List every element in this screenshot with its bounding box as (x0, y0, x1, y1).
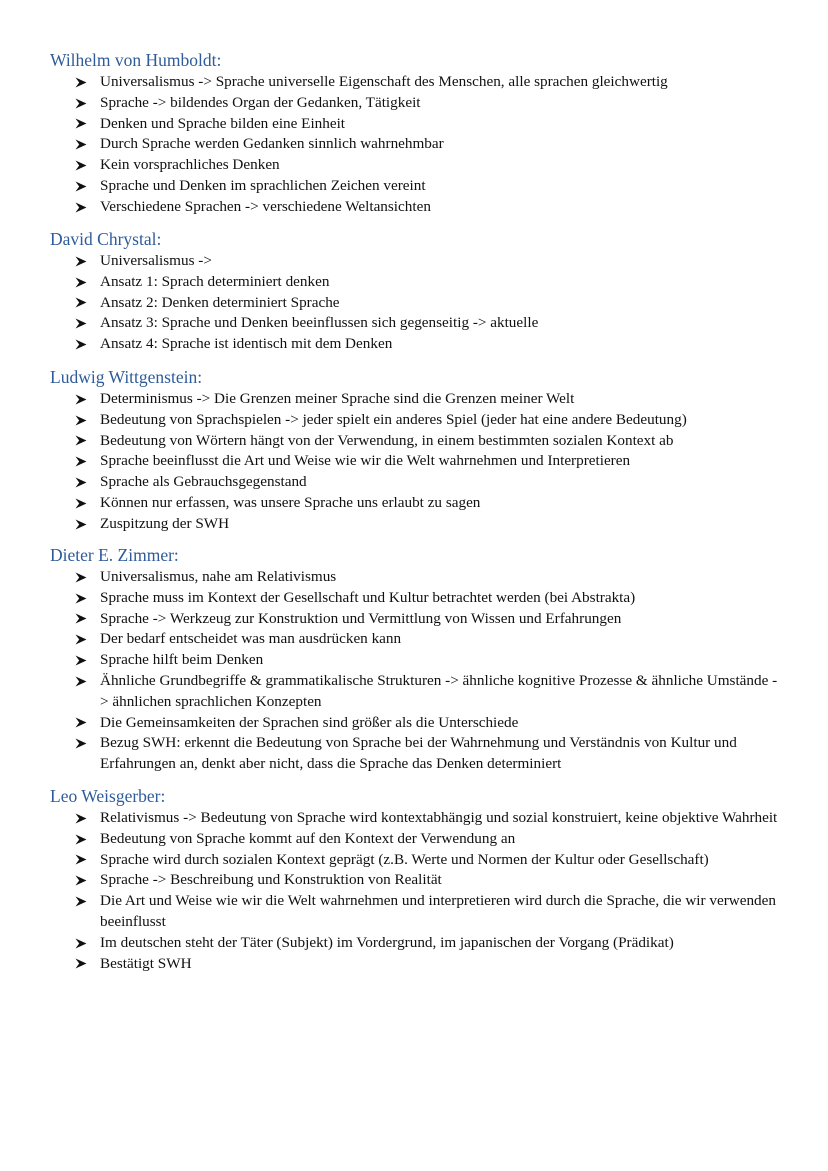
list-item (0, 155, 828, 176)
list-item (0, 588, 828, 609)
list-item (0, 629, 828, 650)
list-item-text: Universalismus -> (100, 252, 212, 269)
list-item-text: Bedeutung von Wörtern hängt von der Verwendung, in einem bestimmten sozialen Kontext ab (100, 431, 674, 449)
list-item (0, 514, 828, 535)
list-item-text: Zuspitzung der SWH (100, 514, 230, 532)
bullet-list (0, 389, 828, 535)
arrowhead-bullet-icon (75, 829, 91, 850)
list-item (0, 431, 828, 452)
list-item-text: Bedeutung von Sprachspielen -> jeder spielt ein anderes Spiel (jeder hat eine andere Bedeutung) (100, 410, 687, 428)
list-item-text: Die Art und Weise wie wir die Welt wahrnehmen und interpretieren wird durch die Sprache, die wir verwenden beeinflusst (100, 892, 776, 930)
list-item-text: Verschiedene Sprachen -> verschiedene Weltansichten (100, 197, 431, 215)
list-item (0, 954, 828, 975)
list-item-text: Sprache wird durch sozialen Kontext geprägt (z.B. Werte und Normen der Kultur oder Gesellschaft) (100, 850, 709, 868)
section-heading: Dieter E. Zimmer: (50, 545, 179, 565)
arrowhead-bullet-icon (75, 567, 91, 588)
list-item (0, 733, 828, 775)
arrowhead-bullet-icon (75, 650, 91, 671)
arrowhead-bullet-icon (75, 472, 91, 493)
list-item (0, 272, 828, 293)
list-item (0, 176, 828, 197)
list-item-text: Ähnliche Grundbegriffe & grammatikalische Strukturen -> ähnliche kognitive Prozesse & ähnliche Umstände -> ähnlichen sprachlichen Konzepten (100, 671, 778, 710)
list-item (0, 493, 828, 514)
list-item (0, 713, 828, 734)
list-item (0, 451, 828, 472)
list-item-text: Relativismus -> Bedeutung von Sprache wird kontextabhängig und sozial konstruiert, keine objektive Wahrheit (100, 809, 778, 826)
list-item (0, 93, 828, 114)
list-item (0, 114, 828, 135)
list-item (0, 933, 828, 954)
bullet-list (0, 251, 828, 355)
list-item (0, 567, 828, 588)
section-heading: Wilhelm von Humboldt: (50, 50, 222, 70)
list-item-text: Kein vorsprachliches Denken (100, 156, 280, 174)
list-item-text: Sprache hilft beim Denken (100, 651, 264, 669)
list-item-text: Ansatz 1: Sprach determiniert denken (100, 272, 330, 290)
list-item-text: Ansatz 3: Sprache und Denken beeinflussen sich gegenseitig -> aktuelle (100, 314, 539, 332)
list-item (0, 293, 828, 314)
list-item (0, 472, 828, 493)
arrowhead-bullet-icon (75, 197, 91, 218)
list-item (0, 829, 828, 850)
section-heading: David Chrystal: (50, 229, 162, 249)
arrowhead-bullet-icon (75, 933, 91, 954)
list-item (0, 313, 828, 334)
list-item-text: Ansatz 2: Denken determiniert Sprache (100, 293, 340, 311)
list-item-text: Sprache -> Beschreibung und Konstruktion von Realität (100, 871, 442, 889)
arrowhead-bullet-icon (75, 176, 91, 197)
list-item (0, 410, 828, 431)
arrowhead-bullet-icon (75, 493, 91, 514)
list-item-text: Universalismus -> Sprache universelle Eigenschaft des Menschen, alle sprachen gleichwertig (100, 73, 668, 90)
list-item (0, 389, 828, 410)
arrowhead-bullet-icon (75, 72, 91, 93)
arrowhead-bullet-icon (75, 293, 91, 314)
arrowhead-bullet-icon (75, 671, 91, 692)
arrowhead-bullet-icon (75, 334, 91, 355)
list-item-text: Bezug SWH: erkennt die Bedeutung von Sprache bei der Wahrnehmung und Verständnis von Kultur und Erfahrungen an, denkt aber nicht, dass die Sprache das Denken determiniert (100, 734, 737, 773)
arrowhead-bullet-icon (75, 870, 91, 891)
arrowhead-bullet-icon (75, 609, 91, 630)
list-item-text: Ansatz 4: Sprache ist identisch mit dem Denken (100, 335, 393, 353)
bullet-list (0, 808, 828, 974)
arrowhead-bullet-icon (75, 251, 91, 272)
arrowhead-bullet-icon (75, 954, 91, 975)
arrowhead-bullet-icon (75, 713, 91, 734)
list-item (0, 891, 828, 933)
arrowhead-bullet-icon (75, 451, 91, 472)
list-item (0, 72, 828, 93)
list-item-text: Sprache als Gebrauchsgegenstand (100, 473, 307, 491)
list-item-text: Die Gemeinsamkeiten der Sprachen sind größer als die Unterschiede (100, 713, 519, 731)
arrowhead-bullet-icon (75, 588, 91, 609)
arrowhead-bullet-icon (75, 891, 91, 912)
list-item-text: Bestätigt SWH (100, 954, 192, 972)
arrowhead-bullet-icon (75, 431, 91, 452)
list-item-text: Durch Sprache werden Gedanken sinnlich wahrnehmbar (100, 135, 444, 153)
section-heading: Ludwig Wittgenstein: (50, 367, 203, 387)
list-item-text: Determinismus -> Die Grenzen meiner Sprache sind die Grenzen meiner Welt (100, 390, 575, 407)
list-item-text: Sprache und Denken im sprachlichen Zeichen vereint (100, 176, 426, 194)
arrowhead-bullet-icon (75, 733, 91, 754)
bullet-list (0, 567, 828, 775)
list-item-text: Können nur erfassen, was unsere Sprache uns erlaubt zu sagen (100, 493, 481, 511)
list-item-text: Sprache muss im Kontext der Gesellschaft und Kultur betrachtet werden (bei Abstrakta) (100, 588, 636, 606)
arrowhead-bullet-icon (75, 272, 91, 293)
arrowhead-bullet-icon (75, 134, 91, 155)
arrowhead-bullet-icon (75, 629, 91, 650)
list-item-text: Im deutschen steht der Täter (Subjekt) im Vordergrund, im japanischen der Vorgang (Prädikat) (100, 933, 674, 951)
list-item-text: Sprache -> Werkzeug zur Konstruktion und Vermittlung von Wissen und Erfahrungen (100, 609, 622, 627)
section-heading: Leo Weisgerber: (50, 786, 166, 806)
list-item (0, 609, 828, 630)
list-item-text: Sprache beeinflusst die Art und Weise wie wir die Welt wahrnehmen und Interpretieren (100, 452, 631, 470)
arrowhead-bullet-icon (75, 514, 91, 535)
list-item (0, 197, 828, 218)
list-item-text: Sprache -> bildendes Organ der Gedanken, Tätigkeit (100, 93, 421, 111)
arrowhead-bullet-icon (75, 850, 91, 871)
arrowhead-bullet-icon (75, 114, 91, 135)
list-item (0, 671, 828, 713)
list-item (0, 808, 828, 829)
list-item-text: Bedeutung von Sprache kommt auf den Kontext der Verwendung an (100, 829, 516, 847)
bullet-list (0, 72, 828, 218)
arrowhead-bullet-icon (75, 155, 91, 176)
arrowhead-bullet-icon (75, 389, 91, 410)
list-item-text: Denken und Sprache bilden eine Einheit (100, 114, 346, 132)
list-item-text: Der bedarf entscheidet was man ausdrücken kann (100, 630, 402, 648)
list-item-text: Universalismus, nahe am Relativismus (100, 568, 337, 585)
list-item (0, 850, 828, 871)
list-item (0, 334, 828, 355)
list-item (0, 870, 828, 891)
list-item (0, 251, 828, 272)
arrowhead-bullet-icon (75, 93, 91, 114)
arrowhead-bullet-icon (75, 410, 91, 431)
arrowhead-bullet-icon (75, 313, 91, 334)
list-item (0, 650, 828, 671)
arrowhead-bullet-icon (75, 808, 91, 829)
list-item (0, 134, 828, 155)
